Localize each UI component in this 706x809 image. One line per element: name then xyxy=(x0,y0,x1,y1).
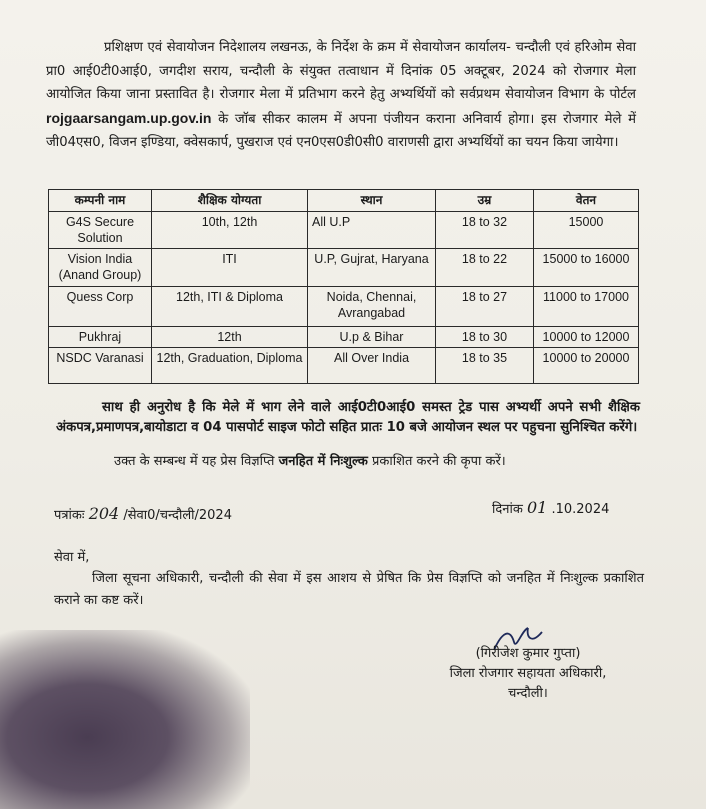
cell-qualification: 12th, ITI & Diploma xyxy=(152,287,308,327)
press-note-bold: जनहित में निःशुल्क xyxy=(278,454,368,469)
request-paragraph: साथ ही अनुरोध है कि मेले में भाग लेने वाले आई0टी0आई0 समस्त ट्रेड पास अभ्यर्थी अपने सभी शैक्षिक अंकपत्र,प्रमाणपत्र,बायोडाटा व 04 पासपोर्ट साइज फोटो सहित प्रातः 10 बजे आयोजन स्थल पर पहुचना सुनिश्चित करेंगे। xyxy=(56,400,640,435)
table-row xyxy=(49,212,639,249)
cell-age: 18 to 27 xyxy=(436,287,534,327)
cell-salary: 11000 to 17000 xyxy=(534,287,639,327)
header-company: कम्पनी नाम xyxy=(49,190,152,212)
cell-company: Vision India (Anand Group) xyxy=(49,249,152,287)
cell-salary: 15000 xyxy=(534,212,639,249)
cell-age: 18 to 22 xyxy=(436,249,534,287)
cell-salary: 10000 to 20000 xyxy=(534,348,639,384)
table-header-row xyxy=(49,190,639,212)
cell-location: Noida, Chennai, Avrangabad xyxy=(308,287,436,327)
date-label: दिनांक xyxy=(492,502,523,517)
cell-location: U.p & Bihar xyxy=(308,327,436,348)
signer-designation: जिला रोजगार सहायता अधिकारी, xyxy=(449,666,607,681)
cell-qualification: ITI xyxy=(152,249,308,287)
press-note-end: प्रकाशित करने की कृपा करें। xyxy=(371,454,506,469)
cell-company: Pukhraj xyxy=(49,327,152,348)
signer-place: चन्दौली। xyxy=(508,686,548,701)
intro-text: प्रशिक्षण एवं सेवायोजन निदेशालय लखनऊ, के निर्देश के क्रम में सेवायोजन कार्यालय- चन्दौली एवं हरिओम सेवा प्रा0 आई0टी0आई0, जगदीश सराय, चन्दौली के संयुक्त तत्वाधान में दिनांक 05 अक्टूबर, 2024 को रोजगार मेला आयोजित किया जाना प्रस्तावित है। रोजगार मेला में प्रतिभाग करने हेतु अभ्यर्थियों को सर्वप्रथम सेवायोजन विभाग के पोर्टल xyxy=(46,40,636,102)
press-note-text: उक्त के सम्बन्ध में यह प्रेस विज्ञप्ति xyxy=(114,454,275,469)
cell-age: 18 to 30 xyxy=(436,327,534,348)
cell-location: U.P, Gujrat, Haryana xyxy=(308,249,436,287)
cell-salary: 10000 to 12000 xyxy=(534,327,639,348)
cell-location: All U.P xyxy=(308,212,436,249)
date-rest: .10.2024 xyxy=(551,502,610,517)
reference-suffix: /सेवा0/चन्दौली/2024 xyxy=(123,508,232,523)
signer-name: (गिरीजेश कुमार गुप्ता) xyxy=(475,646,581,661)
cell-company: G4S Secure Solution xyxy=(49,212,152,249)
table-row xyxy=(49,249,639,287)
letter-date xyxy=(492,498,609,517)
photo-shadow xyxy=(0,630,250,809)
reference-number xyxy=(54,504,232,523)
reference-handwritten-number: 204 xyxy=(88,504,120,523)
table-row xyxy=(49,327,639,348)
portal-link[interactable]: rojgaarsangam.up.gov.in xyxy=(46,109,212,126)
cell-qualification: 12th, Graduation, Diploma xyxy=(152,348,308,384)
addressee-paragraph: जिला सूचना अधिकारी, चन्दौली की सेवा में इस आशय से प्रेषित कि प्रेस विज्ञप्ति को जनहित में निःशुल्क प्रकाशित कराने का कष्ट करें। xyxy=(54,571,644,608)
intro-text-continued: के जॉब सीकर कालम में अपना पंजीयन कराना अनिवार्य होगा। इस रोजगार मेले में जी04एस0, विजन इण्डिया, क्वेसकार्प, पुखराज एवं एन0एस0डी0सी0 वाराणसी द्वारा अभ्यर्थियों का चयन किया जायेगा। xyxy=(46,111,636,150)
reference-label: पत्रांकः xyxy=(54,508,85,523)
cell-company: Quess Corp xyxy=(49,287,152,327)
signer-block xyxy=(428,644,628,704)
intro-paragraph xyxy=(46,36,636,155)
header-location: स्थान xyxy=(308,190,436,212)
cell-location: All Over India xyxy=(308,348,436,384)
cell-age: 18 to 32 xyxy=(436,212,534,249)
salutation: सेवा में, xyxy=(54,550,90,565)
table-row xyxy=(49,287,639,327)
table-row xyxy=(49,348,639,384)
cell-company: NSDC Varanasi xyxy=(49,348,152,384)
cell-qualification: 10th, 12th xyxy=(152,212,308,249)
date-handwritten-day: 01 xyxy=(526,498,548,517)
cell-age: 18 to 35 xyxy=(436,348,534,384)
press-note xyxy=(114,452,654,472)
header-age: उम्र xyxy=(436,190,534,212)
cell-salary: 15000 to 16000 xyxy=(534,249,639,287)
header-salary: वेतन xyxy=(534,190,639,212)
jobs-table xyxy=(48,189,639,384)
cell-qualification: 12th xyxy=(152,327,308,348)
header-qualification: शैक्षिक योग्यता xyxy=(152,190,308,212)
